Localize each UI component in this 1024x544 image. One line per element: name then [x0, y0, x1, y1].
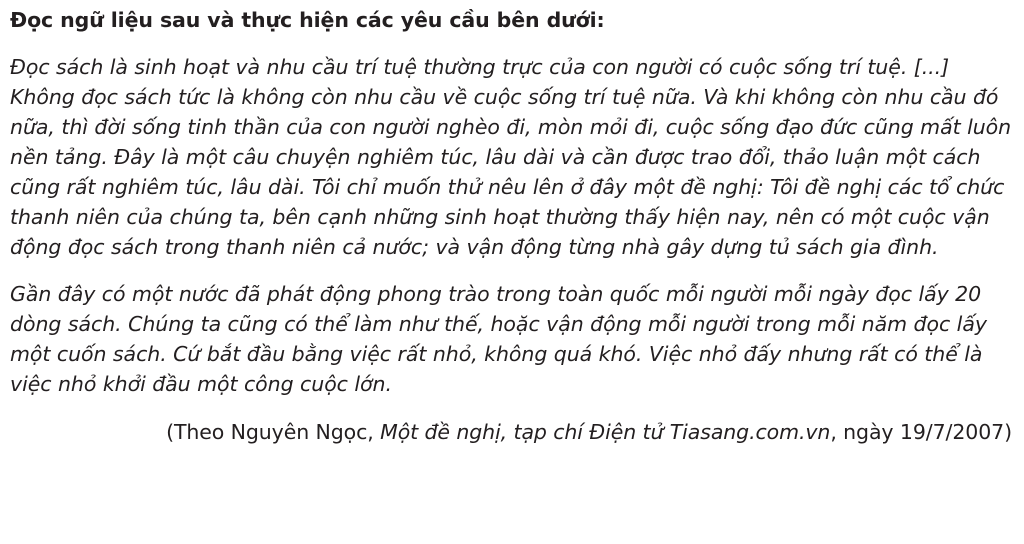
attribution-journal: , tạp chí Điện tử Tiasang.com.vn	[500, 420, 831, 444]
attribution-work-title: Một đề nghị	[380, 420, 501, 444]
source-attribution	[10, 419, 1014, 447]
passage-paragraph-2: Gần đây có một nước đã phát động phong trào trong toàn quốc mỗi người mỗi ngày đọc lấy 20 dòng sách. Chúng ta cũng có thể làm như thế, hoặc vận động mỗi người trong mỗi năm đọc lấy một cuốn sách. Cứ bắt đầu bằng việc rất nhỏ, không quá khó. Việc nhỏ đấy nhưng rất có thể là việc nhỏ khởi đầu một công cuộc lớn.	[10, 281, 987, 396]
passage-paragraph-1: Đọc sách là sinh hoạt và nhu cầu trí tuệ thường trực của con người có cuộc sống trí tuệ. [...] Không đọc sách tức là không còn nhu cầu về cuộc sống trí tuệ nữa. Và khi không còn nhu cầu đó nữa, thì đời sống tinh thần của con người nghèo đi, mòn mỏi đi, cuộc sống đạo đức cũng mất luôn nền tảng. Đây là một câu chuyện nghiêm túc, lâu dài và cần được trao đổi, thảo luận một cách cũng rất nghiêm túc, lâu dài. Tôi chỉ muốn thử nêu lên ở đây một đề nghị: Tôi đề nghị các tổ chức thanh niên của chúng ta, bên cạnh những sinh hoạt thường thấy hiện nay, nên có một cuộc vận động đọc sách trong thanh niên cả nước; và vận động từng nhà gây dựng tủ sách gia đình.	[10, 54, 1012, 260]
page-title: Đọc ngữ liệu sau và thực hiện các yêu cầu bên dưới:	[10, 8, 605, 32]
attribution-date: , ngày 19/7/2007)	[830, 420, 1012, 444]
attribution-open: (Theo Nguyên Ngọc,	[166, 420, 381, 444]
